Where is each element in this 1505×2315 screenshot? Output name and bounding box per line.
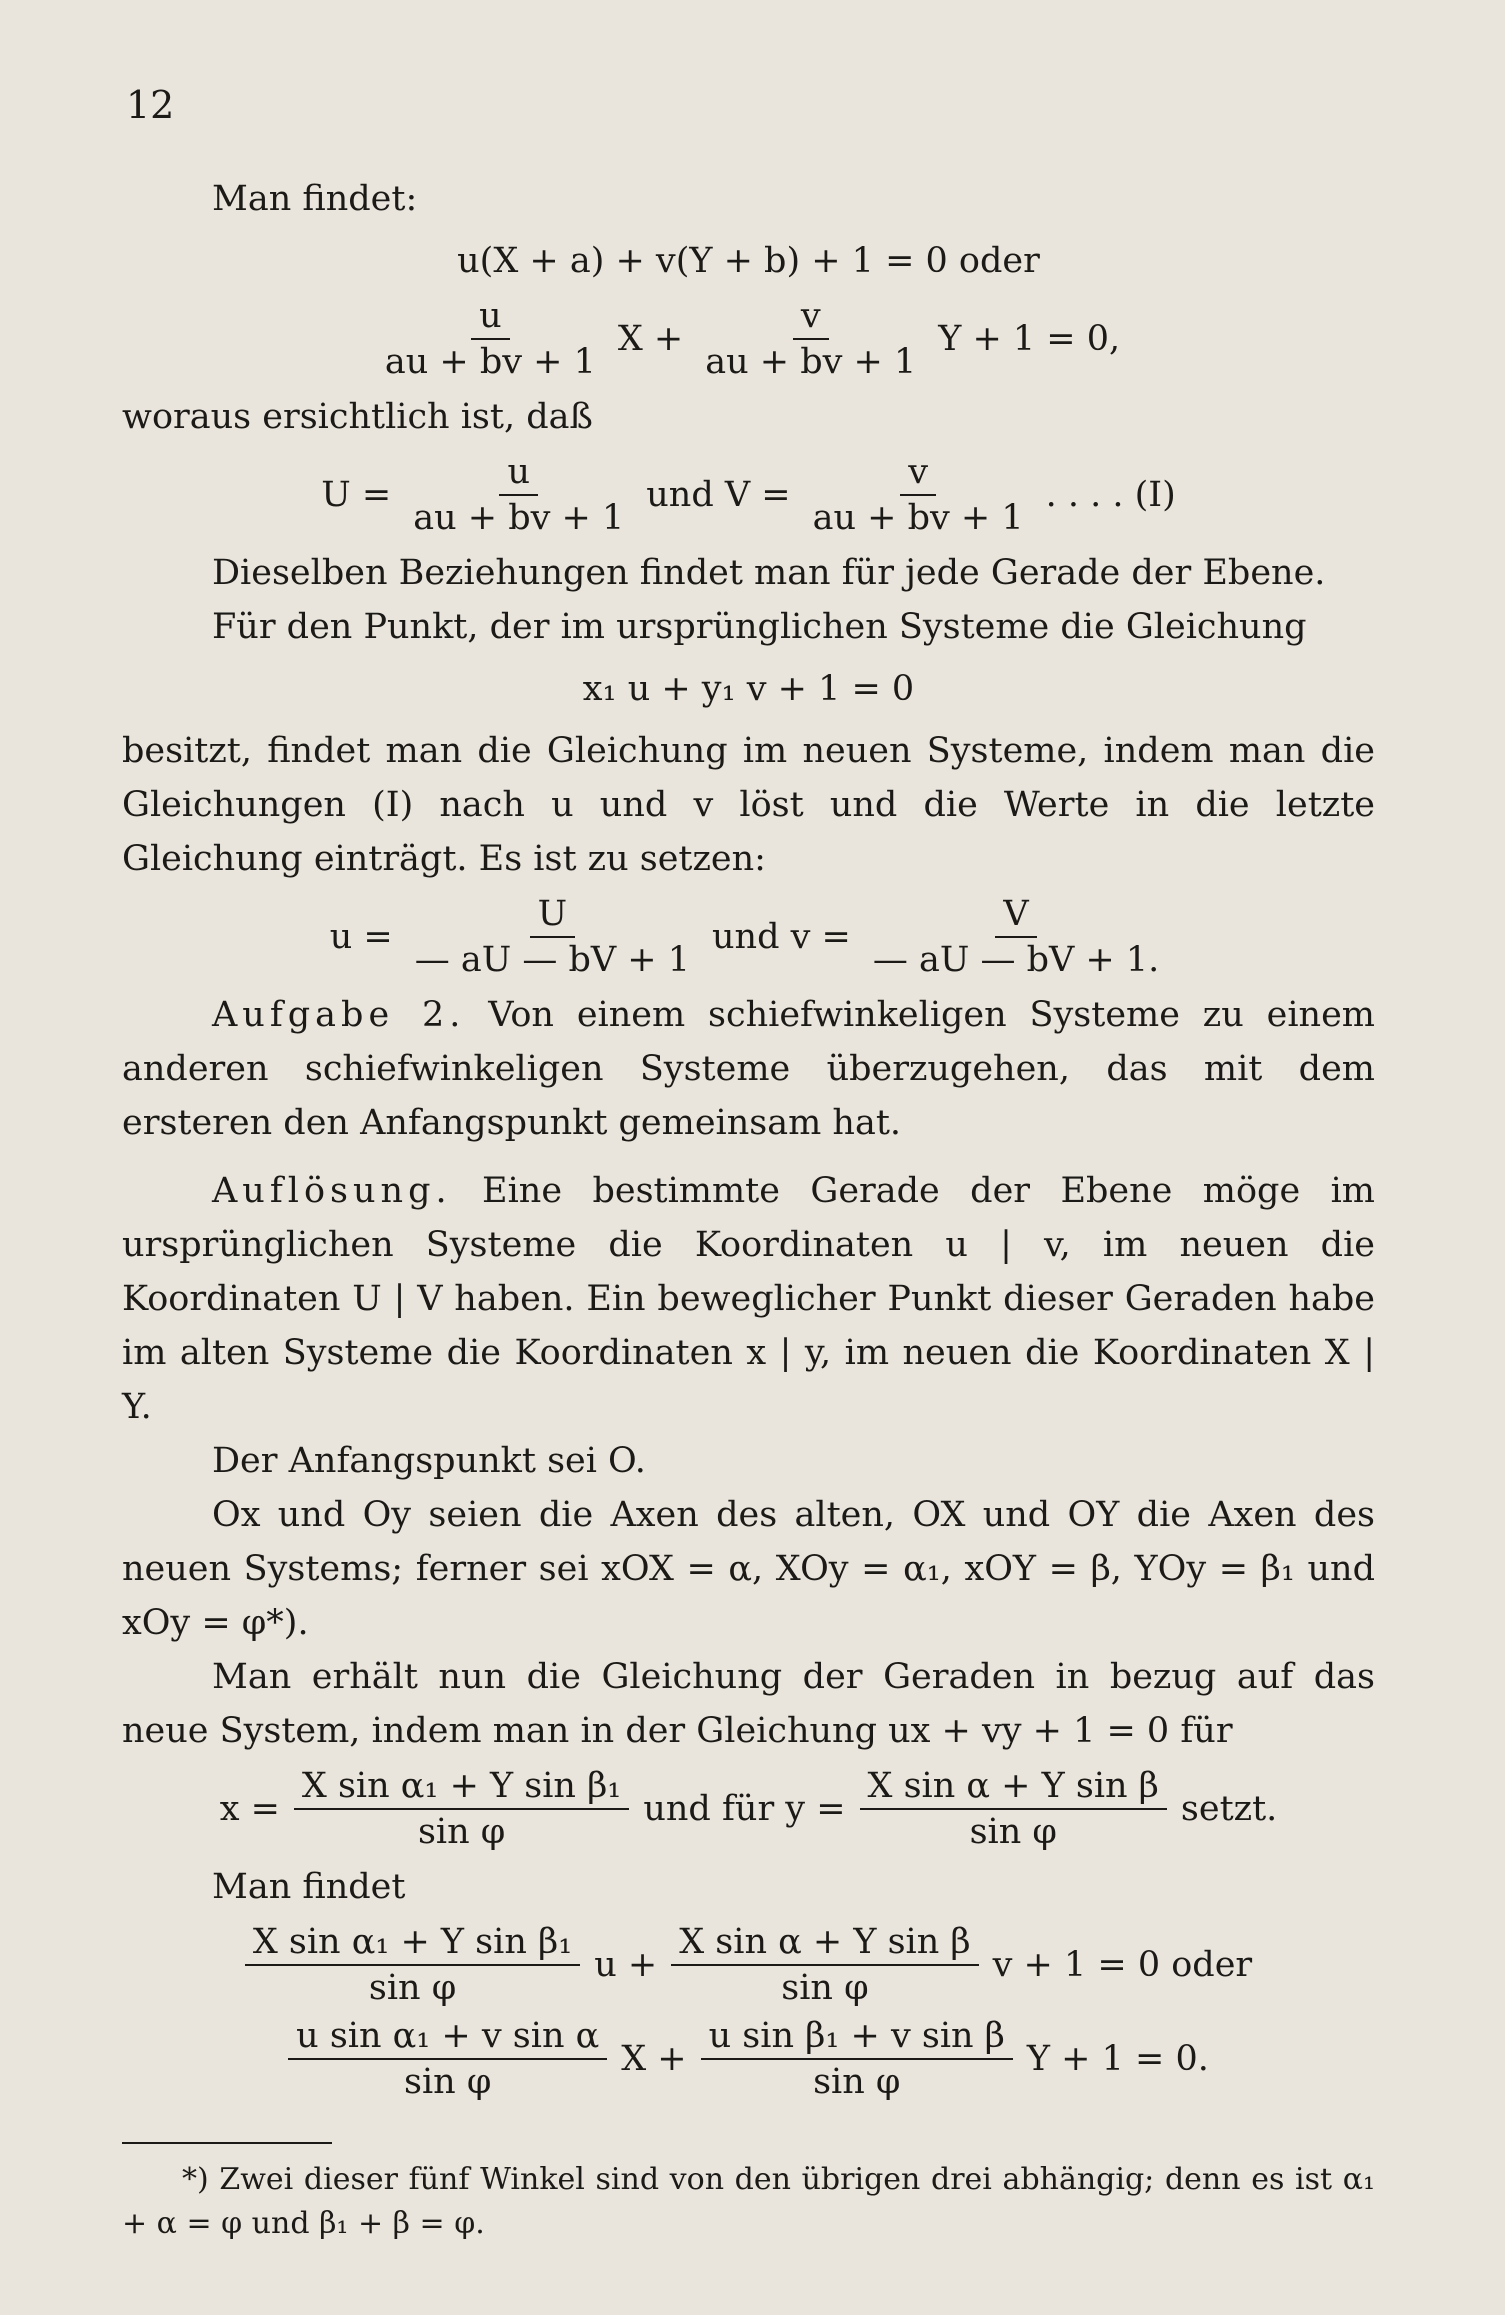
fraction xyxy=(860,1766,1167,1852)
paragraph-anfang: Der Anfangspunkt sei O. xyxy=(212,1441,646,1481)
equation-term: v + 1 = 0 oder xyxy=(992,1945,1253,1985)
fraction xyxy=(805,452,1032,538)
denominator: — aU — bV + 1. xyxy=(872,940,1160,980)
equation-term: und v = xyxy=(712,917,851,957)
fraction xyxy=(294,1766,629,1852)
equation-term: X + xyxy=(621,2039,687,2079)
intro-line: Man findet: xyxy=(212,179,418,219)
denominator: — aU — bV + 1 xyxy=(414,940,691,980)
fraction xyxy=(245,1922,580,2008)
numerator: u sin α₁ + v sin α xyxy=(288,2016,607,2060)
denominator: sin φ xyxy=(781,1968,869,2008)
fraction xyxy=(671,1922,978,2008)
fraction xyxy=(697,296,924,382)
aufloesung-label: Auflösung. xyxy=(212,1171,452,1211)
fraction xyxy=(405,452,632,538)
equation-term: u = xyxy=(329,917,393,957)
equation-6 xyxy=(122,1766,1375,1852)
page-number: 12 xyxy=(126,83,175,127)
equation-1 xyxy=(122,234,1375,288)
equation-7 xyxy=(122,1922,1375,2008)
fraction xyxy=(407,894,698,980)
denominator: sin φ xyxy=(969,1812,1057,1852)
equation-4-text: x₁ u + y₁ v + 1 = 0 xyxy=(582,669,915,709)
denominator: au + bv + 1 xyxy=(413,498,625,538)
numerator: u sin β₁ + v sin β xyxy=(701,2016,1013,2060)
denominator: sin φ xyxy=(813,2062,901,2102)
equation-term: setzt. xyxy=(1180,1789,1278,1829)
equation-term: u + xyxy=(594,1945,658,1985)
equation-term: U = xyxy=(321,475,392,515)
equation-term: Y + 1 = 0. xyxy=(1026,2039,1209,2079)
equation-term: und für y = xyxy=(643,1789,846,1829)
paragraph-woraus: woraus ersichtlich ist, daß xyxy=(122,397,593,437)
fraction xyxy=(288,2016,607,2102)
equation-1-text: u(X + a) + v(Y + b) + 1 = 0 oder xyxy=(457,241,1040,281)
paragraph-dieselben: Dieselben Beziehungen findet man für jede Gerade der Ebene. xyxy=(212,553,1326,593)
paragraph-besitzt: besitzt, findet man die Gleichung im neuen Systeme, indem man die Gleichungen (I) nach u und v löst und die Werte in die letzte Gleichung einträgt. Es ist zu setzen: xyxy=(122,731,1375,879)
denominator: sin φ xyxy=(368,1968,457,2008)
numerator: X sin α + Y sin β xyxy=(671,1922,978,1966)
fraction xyxy=(865,894,1167,980)
denominator: au + bv + 1 xyxy=(384,342,596,382)
equation-5 xyxy=(122,894,1375,980)
equation-8 xyxy=(122,2016,1375,2102)
paragraph-aufgabe xyxy=(122,988,1375,1150)
footnote-rule xyxy=(122,2142,332,2144)
aufgabe-text: Von einem schiefwinkeligen Systeme zu einem anderen schiefwinkeligen Systeme überzugehen, das mit dem ersteren den Anfangspunkt gemeinsam hat. xyxy=(122,995,1375,1143)
numerator: X sin α₁ + Y sin β₁ xyxy=(294,1766,629,1810)
equation-label: . . . . (I) xyxy=(1045,475,1176,515)
fraction xyxy=(701,2016,1013,2102)
equation-term: und V = xyxy=(646,475,791,515)
fraction xyxy=(377,296,604,382)
numerator: v xyxy=(900,452,936,496)
denominator: au + bv + 1 xyxy=(812,498,1024,538)
footnote: *) Zwei dieser fünf Winkel sind von den übrigen drei abhängig; denn es ist α₁ + α = φ und β₁ + β = φ. xyxy=(122,2162,1375,2241)
equation-term: x = xyxy=(219,1789,280,1829)
denominator: sin φ xyxy=(404,2062,492,2102)
aufgabe-label: Aufgabe 2. xyxy=(212,995,466,1035)
numerator: V xyxy=(995,894,1036,938)
paragraph-axen: Ox und Oy seien die Axen des alten, OX und OY die Axen des neuen Systems; ferner sei xOX = α, XOy = α₁, xOY = β, YOy = β₁ und xOy = φ*). xyxy=(122,1495,1375,1643)
numerator: u xyxy=(471,296,510,340)
denominator: au + bv + 1 xyxy=(705,342,917,382)
numerator: U xyxy=(530,894,576,938)
paragraph-erhaelt: Man erhält nun die Gleichung der Geraden in bezug auf das neue System, indem man in der Gleichung ux + vy + 1 = 0 für xyxy=(122,1657,1375,1751)
numerator: X sin α + Y sin β xyxy=(860,1766,1167,1810)
equation-term: X + xyxy=(617,319,684,359)
paragraph-aufloesung xyxy=(122,1164,1375,1434)
equation-term: Y + 1 = 0, xyxy=(938,319,1121,359)
numerator: u xyxy=(499,452,538,496)
numerator: v xyxy=(793,296,829,340)
aufloesung-text: Eine bestimmte Gerade der Ebene möge im ursprünglichen Systeme die Koordinaten u | v, im neuen die Koordinaten U | V haben. Ein beweglicher Punkt dieser Geraden habe im alten Systeme die Koordinaten x | y, im neuen die Koordinaten X | Y. xyxy=(122,1171,1375,1427)
numerator: X sin α₁ + Y sin β₁ xyxy=(245,1922,580,1966)
equation-3 xyxy=(122,452,1375,538)
denominator: sin φ xyxy=(417,1812,506,1852)
equation-2 xyxy=(122,296,1375,382)
equation-4 xyxy=(122,662,1375,716)
paragraph-manfindet: Man findet xyxy=(212,1867,406,1907)
page-body xyxy=(122,172,1375,2246)
paragraph-fuer: Für den Punkt, der im ursprünglichen Systeme die Gleichung xyxy=(212,607,1307,647)
